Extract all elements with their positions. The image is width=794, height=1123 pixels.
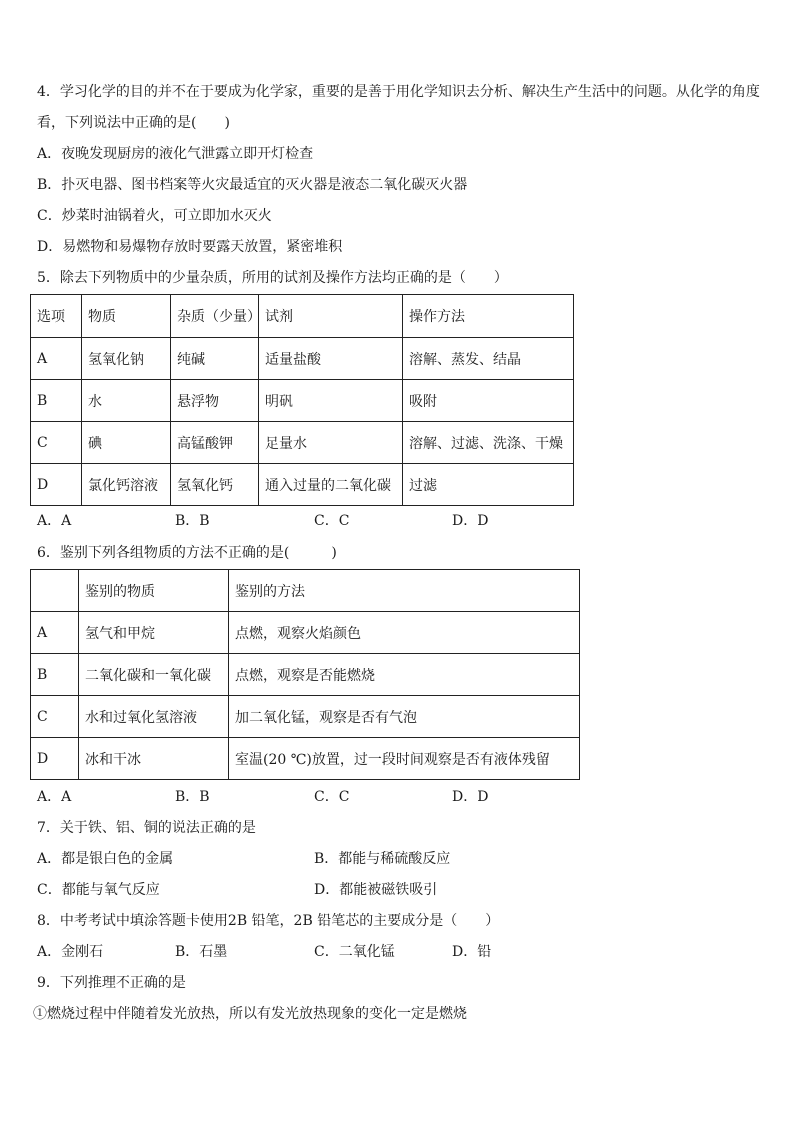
q6-stem: 6．鉴别下列各组物质的方法不正确的是( ) xyxy=(37,545,337,561)
q6-option-c: C．C xyxy=(314,789,350,805)
q4-option-a: A．夜晚发现厨房的液化气泄露立即开灯检查 xyxy=(37,146,314,162)
q5-cell: 氯化钙溶液 xyxy=(82,464,171,506)
q5-cell: D xyxy=(31,464,82,506)
q5-table xyxy=(30,294,574,506)
q4-option-c: C．炒菜时油锅着火，可立即加水灭火 xyxy=(37,208,272,224)
q5-option-a: A．A xyxy=(37,513,72,529)
q5-option-b: B．B xyxy=(175,513,210,529)
q5-header-cell: 操作方法 xyxy=(403,295,574,338)
q8-stem: 8．中考考试中填涂答题卡使用2B 铅笔，2B 铅笔芯的主要成分是（ ） xyxy=(37,913,500,929)
q7-stem: 7．关于铁、铝、铜的说法正确的是 xyxy=(37,820,256,836)
q5-cell: 明矾 xyxy=(259,380,403,422)
q6-row xyxy=(31,654,580,696)
q6-header-cell: 鉴别的物质 xyxy=(79,570,229,612)
q5-cell: 溶解、蒸发、结晶 xyxy=(403,338,574,380)
q6-row xyxy=(31,696,580,738)
q5-cell: 通入过量的二氧化碳 xyxy=(259,464,403,506)
q5-cell: 水 xyxy=(82,380,171,422)
q6-cell: 加二氧化锰，观察是否有气泡 xyxy=(229,696,580,738)
q6-cell: 点燃，观察是否能燃烧 xyxy=(229,654,580,696)
q8-option-c: C．二氧化锰 xyxy=(314,944,395,960)
q5-cell: 悬浮物 xyxy=(171,380,259,422)
q4-stem-line2: 看，下列说法中正确的是( ) xyxy=(37,115,230,131)
q5-row xyxy=(31,464,574,506)
q9-stem: 9．下列推理不正确的是 xyxy=(37,975,186,991)
q5-cell: 溶解、过滤、洗涤、干燥 xyxy=(403,422,574,464)
q6-cell: A xyxy=(31,612,79,654)
q5-stem: 5．除去下列物质中的少量杂质，所用的试剂及操作方法均正确的是（ ） xyxy=(37,270,508,286)
q4-option-d: D．易燃物和易爆物存放时要露天放置，紧密堆积 xyxy=(37,239,343,255)
q6-option-b: B．B xyxy=(175,789,210,805)
q5-header-row xyxy=(31,295,574,338)
q6-cell: 水和过氧化氢溶液 xyxy=(79,696,229,738)
q4-option-b: B．扑灭电器、图书档案等火灾最适宜的灭火器是液态二氧化碳灭火器 xyxy=(37,177,468,193)
q5-row xyxy=(31,422,574,464)
q7-option-c: C．都能与氧气反应 xyxy=(37,882,160,898)
q6-header-row xyxy=(31,570,580,612)
q8-option-b: B．石墨 xyxy=(175,944,228,960)
q5-cell: A xyxy=(31,338,82,380)
q6-header-cell: 鉴别的方法 xyxy=(229,570,580,612)
q5-header-cell: 试剂 xyxy=(259,295,403,338)
q8-option-d: D．铅 xyxy=(452,944,492,960)
q5-header-cell: 物质 xyxy=(82,295,171,338)
q6-option-d: D．D xyxy=(452,789,489,805)
q6-row xyxy=(31,612,580,654)
q6-cell: B xyxy=(31,654,79,696)
q6-row xyxy=(31,738,580,780)
q4-stem-line1: 4．学习化学的目的并不在于要成为化学家，重要的是善于用化学知识去分析、解决生产生活中的问题。从化学的角度 xyxy=(37,84,760,100)
q6-cell: 点燃，观察火焰颜色 xyxy=(229,612,580,654)
q5-header-cell: 选项 xyxy=(31,295,82,338)
q9-item-1: ①燃烧过程中伴随着发光放热，所以有发光放热现象的变化一定是燃烧 xyxy=(33,1006,467,1022)
q6-cell: 冰和干冰 xyxy=(79,738,229,780)
q5-cell: B xyxy=(31,380,82,422)
q6-option-a: A．A xyxy=(37,789,72,805)
q5-cell: 碘 xyxy=(82,422,171,464)
q5-cell: 氢氧化钠 xyxy=(82,338,171,380)
q5-cell: 氢氧化钙 xyxy=(171,464,259,506)
q6-cell: D xyxy=(31,738,79,780)
q5-cell: 高锰酸钾 xyxy=(171,422,259,464)
q6-cell: C xyxy=(31,696,79,738)
q5-option-c: C．C xyxy=(314,513,350,529)
q5-cell: C xyxy=(31,422,82,464)
q6-table xyxy=(30,569,580,780)
q5-cell: 足量水 xyxy=(259,422,403,464)
q7-option-a: A．都是银白色的金属 xyxy=(37,851,174,867)
q7-option-b: B．都能与稀硫酸反应 xyxy=(314,851,451,867)
q6-cell: 氢气和甲烷 xyxy=(79,612,229,654)
q5-cell: 纯碱 xyxy=(171,338,259,380)
q6-cell: 二氧化碳和一氧化碳 xyxy=(79,654,229,696)
q5-header-cell: 杂质（少量） xyxy=(171,295,259,338)
q6-header-cell xyxy=(31,570,79,612)
q5-option-d: D．D xyxy=(452,513,489,529)
q5-cell: 吸附 xyxy=(403,380,574,422)
q8-option-a: A．金刚石 xyxy=(37,944,104,960)
q6-cell: 室温(20 ℃)放置，过一段时间观察是否有液体残留 xyxy=(229,738,580,780)
q7-option-d: D．都能被磁铁吸引 xyxy=(314,882,438,898)
q5-row xyxy=(31,338,574,380)
q5-cell: 适量盐酸 xyxy=(259,338,403,380)
q5-row xyxy=(31,380,574,422)
q5-cell: 过滤 xyxy=(403,464,574,506)
